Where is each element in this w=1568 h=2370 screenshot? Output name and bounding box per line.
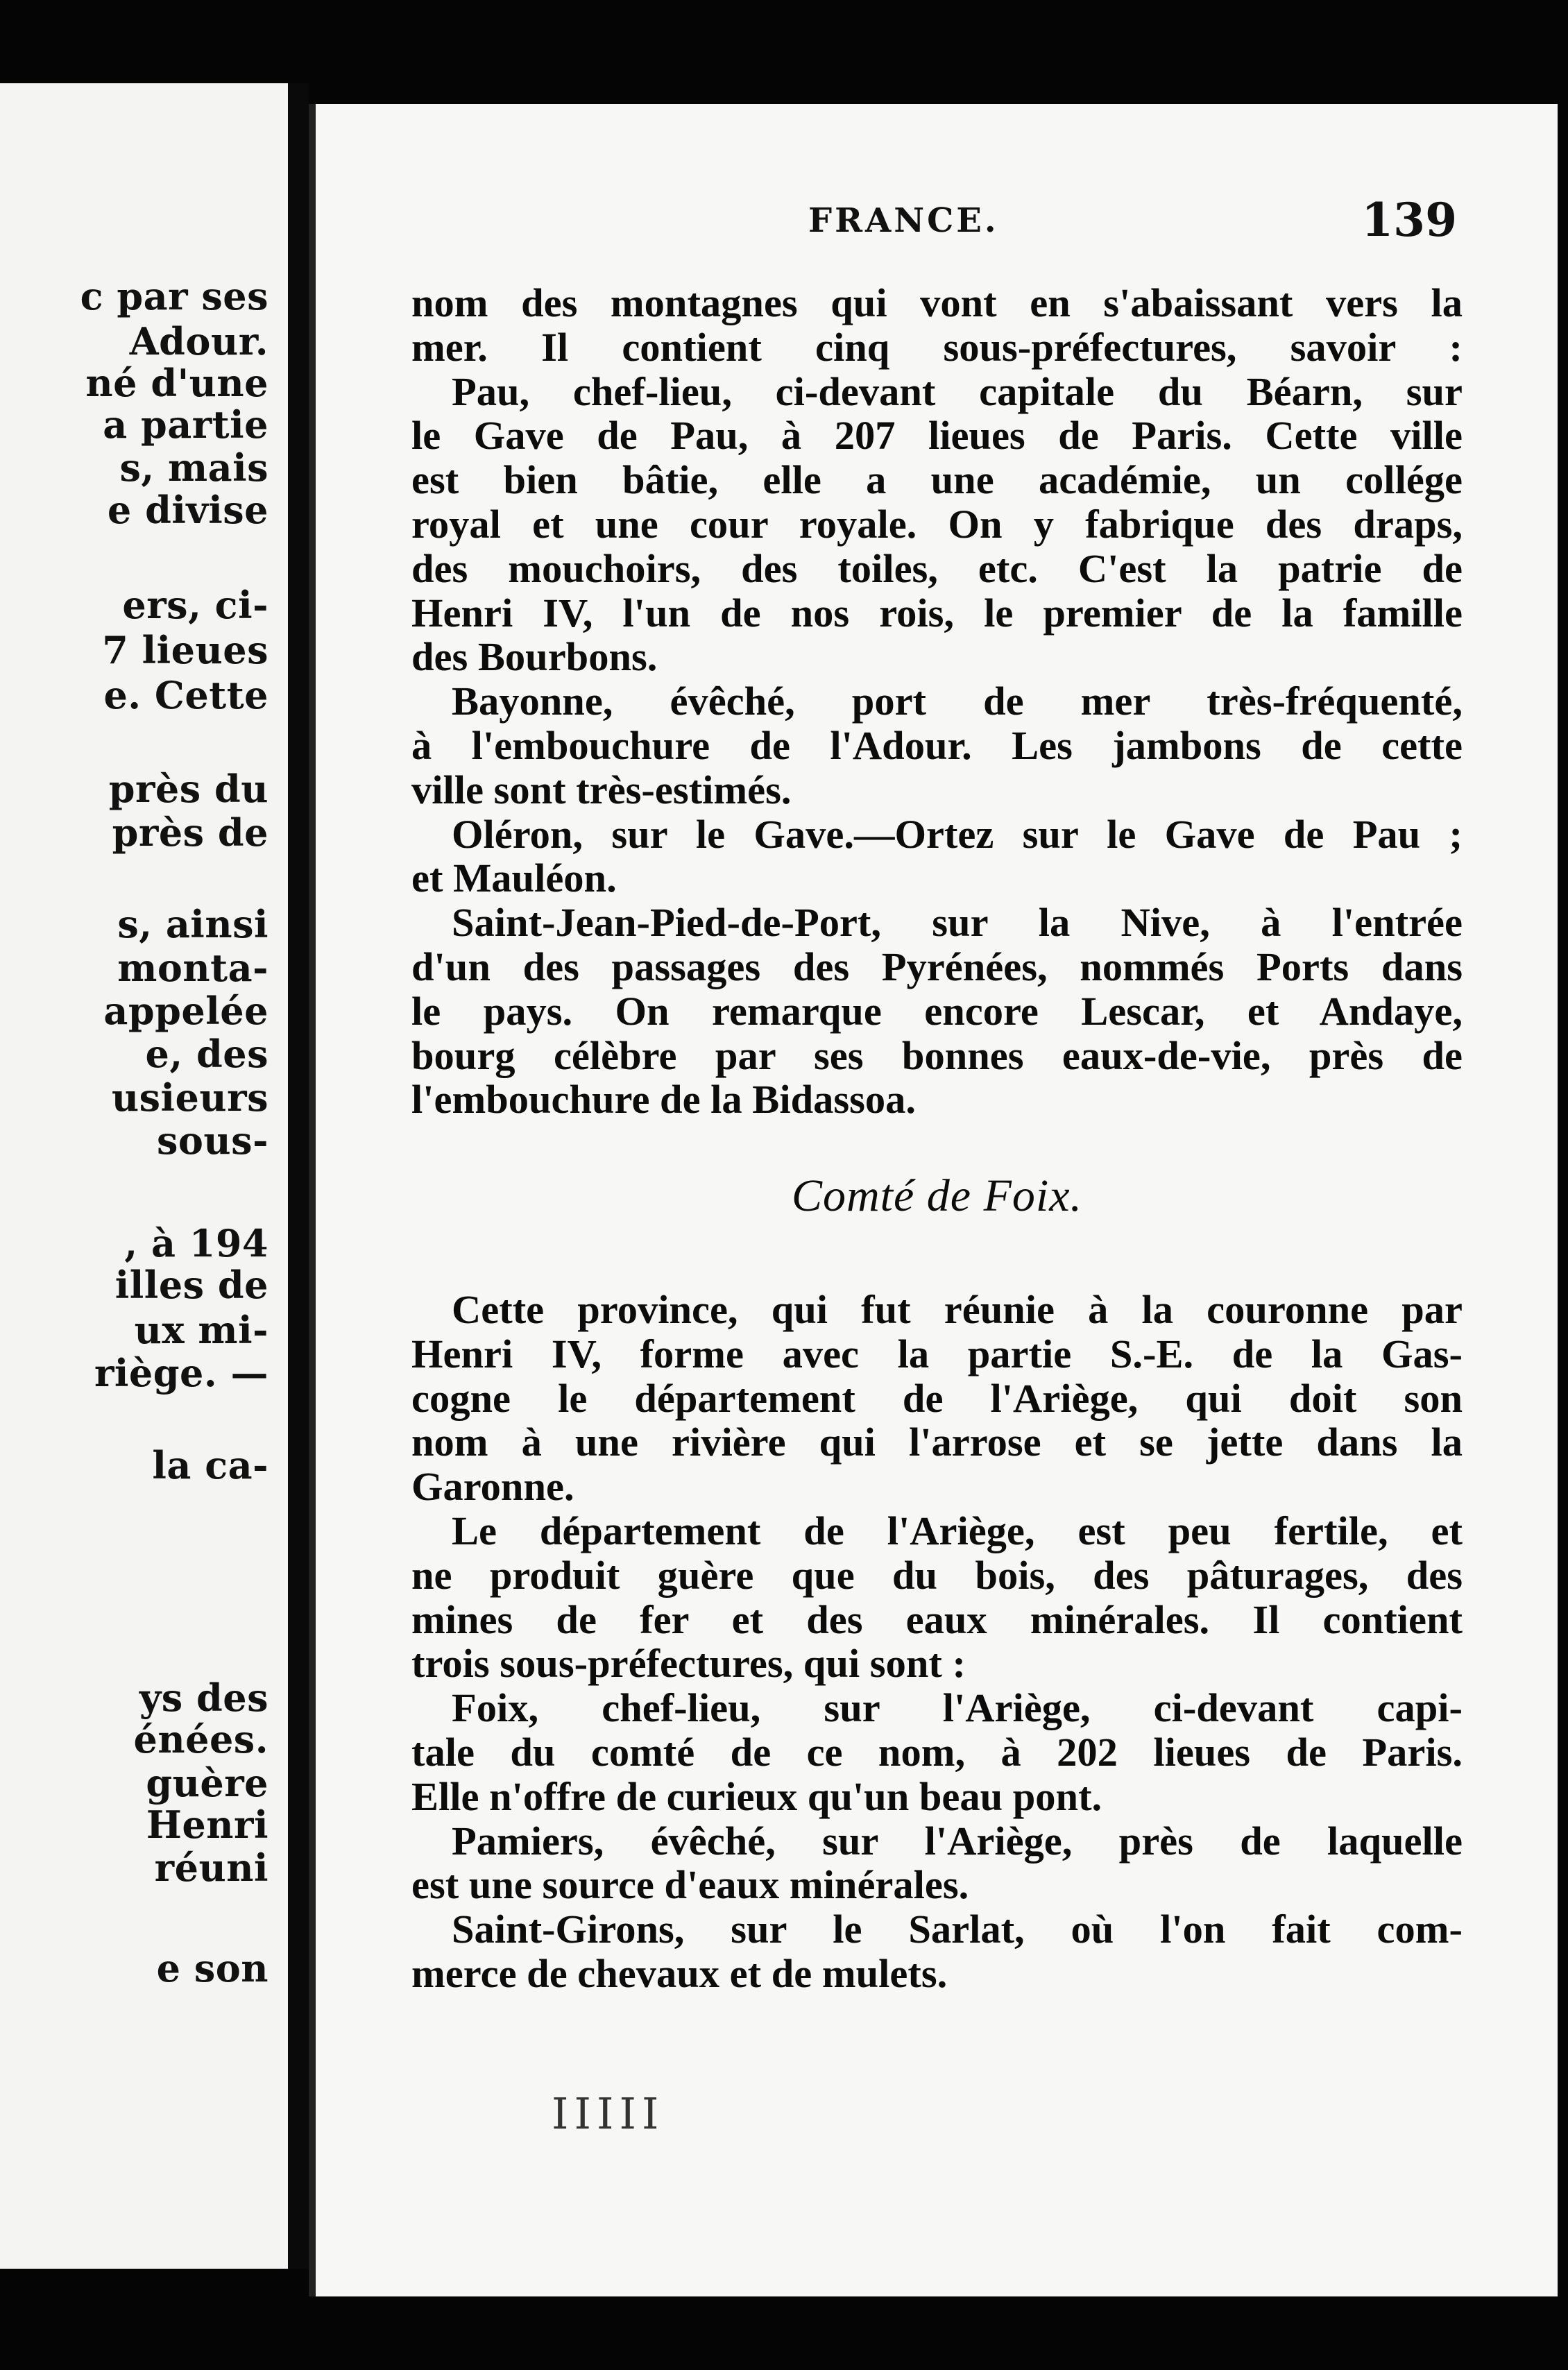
left-text-fragment: guère (146, 1761, 269, 1805)
left-text-fragment: riège. — (94, 1351, 269, 1395)
text-line: Saint-Girons, sur le Sarlat, où l'on fait com- (452, 1907, 1463, 1952)
text-line: tale du comté de ce nom, à 202 lieues de Paris. (411, 1729, 1463, 1775)
text-line: nom à une rivière qui l'arrose et se jette dans la (411, 1420, 1463, 1465)
left-text-fragment: s, ainsi (117, 902, 269, 946)
left-text-fragment: appelée (103, 989, 269, 1033)
bottom-pencil-marks: ⅠⅠⅠⅠⅠ (552, 2088, 665, 2139)
text-line: est une source d'eaux minérales. (411, 1862, 969, 1908)
text-line: le pays. On remarque encore Lescar, et Andaye, (411, 988, 1463, 1034)
left-text-fragment: e. Cette (103, 673, 269, 717)
text-line: Henri IV, forme avec la partie S.-E. de la Gas- (411, 1331, 1463, 1376)
text-line: d'un des passages des Pyrénées, nommés Ports dans (411, 944, 1463, 989)
text-line: nom des montagnes qui vont en s'abaissant vers la (411, 280, 1463, 325)
page-header (309, 193, 1558, 264)
section-title: Comté de Foix. (791, 1170, 1083, 1222)
text-line: l'embouchure de la Bidassoa. (411, 1077, 917, 1123)
left-text-fragment: e son (156, 1946, 269, 1990)
running-head: FRANCE. (808, 201, 999, 240)
left-text-fragment: 7 lieues (102, 628, 269, 672)
left-text-fragment: a partie (103, 402, 269, 447)
text-line: merce de chevaux et de mulets. (411, 1950, 948, 1996)
left-text-fragment: , à 194 (124, 1221, 269, 1265)
left-text-fragment: Henri (146, 1802, 269, 1847)
left-text-fragment: e divise (107, 488, 269, 532)
text-line: Garonne. (411, 1464, 574, 1510)
left-text-fragment: usieurs (111, 1075, 269, 1120)
page-number: 139 (1361, 193, 1457, 247)
text-line: mer. Il contient cinq sous-préfectures, savoir : (411, 324, 1463, 370)
left-text-fragment: près du (108, 767, 269, 811)
text-line: Cette province, qui fut réunie à la couronne par (452, 1286, 1463, 1332)
text-line: Henri IV, l'un de nos rois, le premier de la famille (411, 590, 1463, 636)
left-text-fragment: s, mais (119, 445, 269, 490)
left-text-fragment: né d'une (85, 361, 269, 405)
text-line: des Bourbons. (411, 634, 658, 680)
text-line: Pamiers, évêché, sur l'Ariège, près de laquelle (452, 1818, 1463, 1864)
text-line: est bien bâtie, elle a une académie, un collége (411, 457, 1463, 503)
text-line: ne produit guère que du bois, des pâturages, des (411, 1552, 1463, 1598)
left-text-fragment: sous- (157, 1118, 269, 1163)
text-line: le Gave de Pau, à 207 lieues de Paris. Cette ville (411, 413, 1463, 459)
left-text-fragment: c par ses (80, 274, 269, 318)
left-text-fragment: ux mi- (134, 1308, 269, 1352)
text-line: ville sont très-estimés. (411, 767, 792, 812)
text-line: royal et une cour royale. On y fabrique des draps, (411, 501, 1463, 547)
text-line: Saint-Jean-Pied-de-Port, sur la Nive, à l'entrée (452, 900, 1463, 946)
page-body (411, 281, 1463, 1996)
left-page-fragment (0, 83, 288, 2269)
left-text-fragment: illes de (114, 1263, 269, 1307)
left-text-fragment: la ca- (152, 1443, 269, 1487)
text-line: des mouchoirs, des toiles, etc. C'est la patrie de (411, 545, 1463, 591)
left-text-fragment: ers, ci- (122, 583, 269, 627)
text-line: Le département de l'Ariège, est peu fertile, et (452, 1508, 1463, 1553)
left-text-fragment: monta- (117, 946, 269, 990)
left-text-fragment: près de (112, 810, 269, 855)
text-line: Bayonne, évêché, port de mer très-fréquenté, (452, 679, 1463, 724)
text-line: trois sous-préfectures, qui sont : (411, 1641, 966, 1687)
left-text-fragment: e, des (145, 1032, 269, 1076)
left-text-fragment: Adour. (129, 319, 269, 364)
text-line: Elle n'offre de curieux qu'un beau pont. (411, 1773, 1102, 1819)
right-page (309, 104, 1558, 2296)
text-line: bourg célèbre par ses bonnes eaux-de-vie, près de (411, 1032, 1463, 1078)
text-line: Oléron, sur le Gave.—Ortez sur le Gave de Pau ; (452, 811, 1463, 857)
text-line: Foix, chef-lieu, sur l'Ariège, ci-devant capi- (452, 1685, 1463, 1731)
text-line: à l'embouchure de l'Adour. Les jambons de cette (411, 722, 1463, 768)
book-gutter (288, 83, 309, 2269)
left-text-fragment: énées. (133, 1717, 269, 1762)
text-line: mines de fer et des eaux minérales. Il contient (411, 1596, 1463, 1642)
text-line: cogne le département de l'Ariège, qui doit son (411, 1375, 1463, 1421)
text-line: et Mauléon. (411, 855, 617, 901)
left-text-fragment: réuni (154, 1845, 269, 1890)
left-text-fragment: ys des (139, 1676, 269, 1720)
text-line: Pau, chef-lieu, ci-devant capitale du Béarn, sur (452, 368, 1463, 414)
